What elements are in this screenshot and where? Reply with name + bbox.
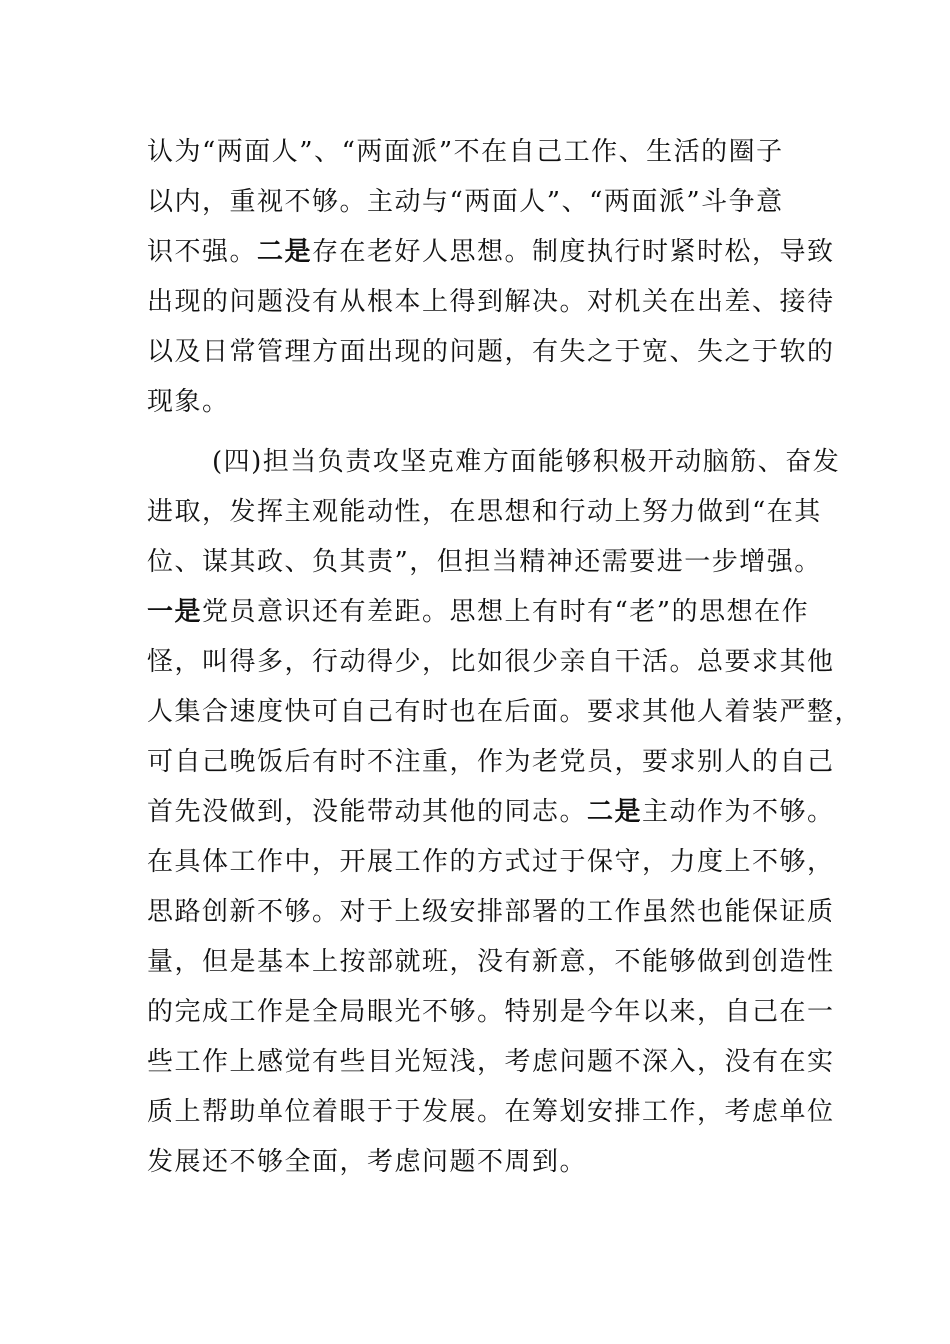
text-line: 的完成工作是全局眼光不够。特别是今年以来，自己在一 [147, 997, 835, 1027]
text-line: 人集合速度快可自己有时也在后面。要求其他人着装严整， [147, 697, 863, 727]
text-line: 些工作上感觉有些目光短浅，考虑问题不深入，没有在实 [147, 1047, 835, 1077]
text-line: 以及日常管理方面出现的问题，有失之于宽、失之于软的 [147, 337, 835, 367]
bold-marker: 二是 [587, 797, 643, 827]
text-line: 现象。 [147, 387, 230, 417]
bold-marker: 一是 [147, 597, 203, 627]
text-line: 在具体工作中，开展工作的方式过于保守，力度上不够， [147, 847, 835, 877]
text-line: 以内，重视不够。主动与“两面人”、“两面派”斗争意 [147, 187, 784, 217]
text-line: 位、谋其政、负其责”，但担当精神还需要进一步增强。 [147, 547, 822, 577]
text-line: 发展还不够全面，考虑问题不周到。 [147, 1147, 588, 1177]
text-line: 识不强。二是存在老好人思想。制度执行时紧时松，导致 [147, 237, 835, 267]
text-line: 出现的问题没有从根本上得到解决。对机关在出差、接待 [147, 287, 835, 317]
bold-marker: 二是 [257, 237, 313, 267]
text-line: 首先没做到，没能带动其他的同志。二是主动作为不够。 [147, 797, 835, 827]
text-line: 量，但是基本上按部就班，没有新意，不能够做到创造性 [147, 947, 835, 977]
text-line: 质上帮助单位着眼于于发展。在筹划安排工作，考虑单位 [147, 1097, 835, 1127]
text-line: 认为“两面人”、“两面派”不在自己工作、生活的圈子 [147, 137, 784, 167]
text-line: 进取，发挥主观能动性，在思想和行动上努力做到“在其 [147, 497, 822, 527]
text-line: 可自己晚饭后有时不注重，作为老党员，要求别人的自己 [147, 747, 835, 777]
text-line: 一是党员意识还有差距。思想上有时有“老”的思想在作 [147, 597, 810, 627]
paragraph-start-line: (四)担当负责攻坚克难方面能够积极开动脑筋、奋发 [212, 447, 841, 477]
text-line: 怪，叫得多，行动得少，比如很少亲自干活。总要求其他 [147, 647, 835, 677]
text-line: 思路创新不够。对于上级安排部署的工作虽然也能保证质 [147, 897, 835, 927]
